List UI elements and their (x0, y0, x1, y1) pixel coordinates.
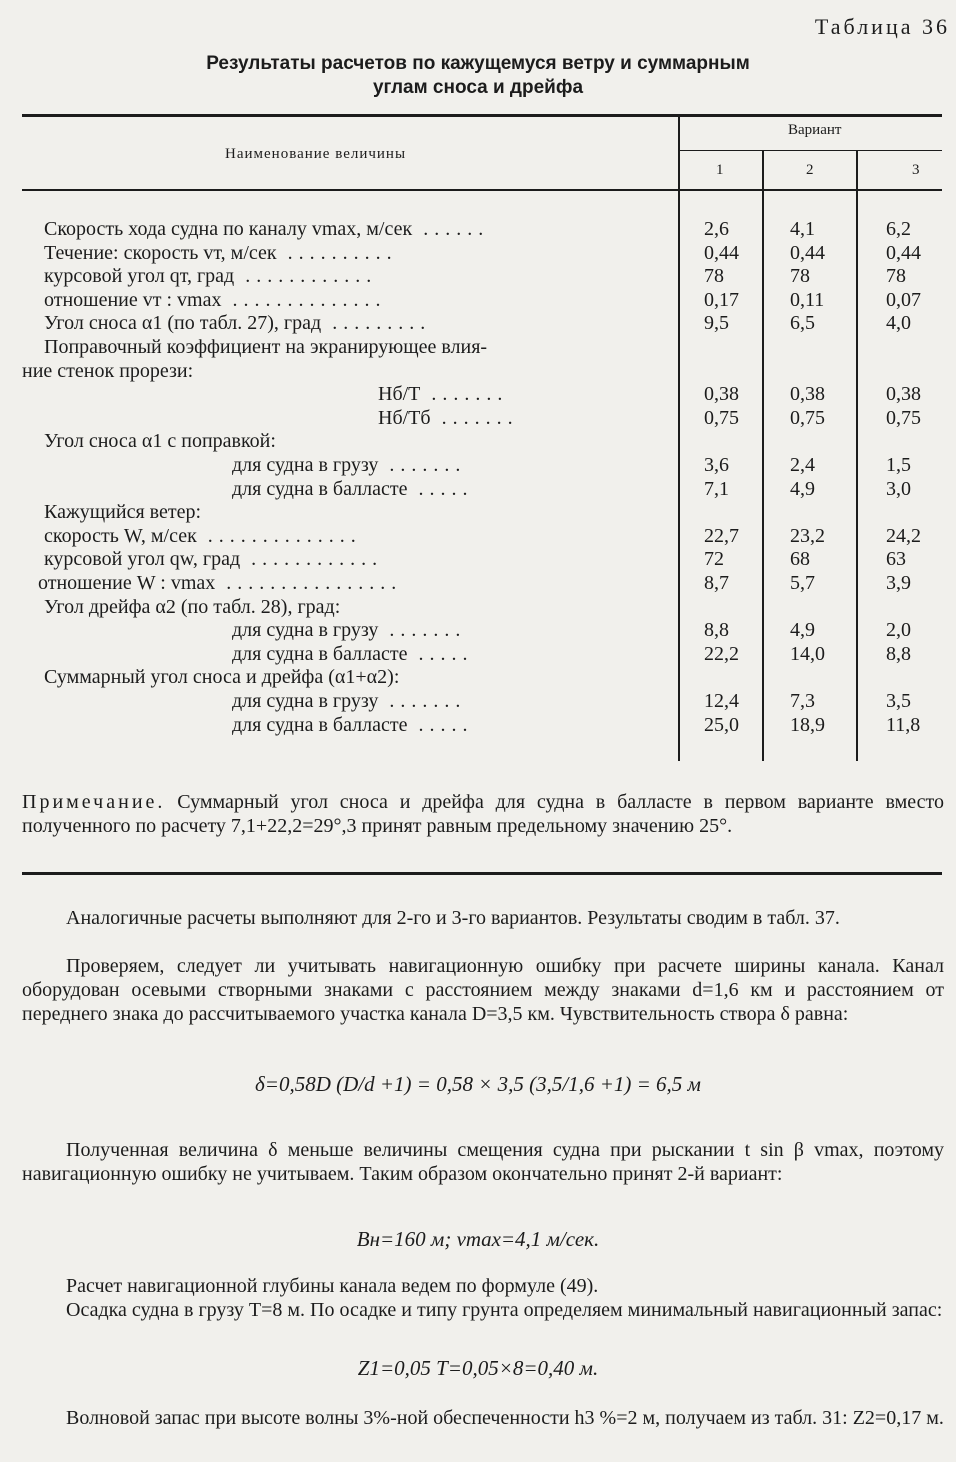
header-col-3: 3 (912, 162, 920, 178)
value-variant-2: 0,44 (790, 241, 825, 264)
value-variant-2: 5,7 (790, 572, 815, 594)
row-label-text: Кажущийся ветер: (44, 501, 202, 524)
table-bottom-rule (22, 872, 942, 875)
header-name-col: Наименование величины (225, 146, 407, 162)
value-variant-3: 8,8 (886, 642, 911, 665)
table-row (0, 217, 956, 241)
row-label (44, 500, 664, 524)
value-variant-3: 3,5 (886, 690, 911, 712)
row-label (378, 406, 664, 430)
value-variant-2: 6,5 (790, 312, 815, 335)
value-variant-2: 4,9 (790, 477, 815, 500)
title-line-1: Результаты расчетов по кажущемуся ветру и суммарным (206, 53, 750, 74)
table-row (0, 689, 956, 713)
value-variant-2: 7,3 (790, 690, 815, 712)
row-label (232, 453, 664, 477)
table-row (0, 524, 956, 548)
table-row (0, 571, 956, 595)
leader-dots: ............ (240, 548, 384, 571)
value-variant-2: 0,11 (790, 288, 825, 311)
value-variant-3: 3,9 (886, 572, 911, 594)
value-variant-2: 0,38 (790, 383, 825, 406)
leader-dots: ....... (378, 454, 467, 476)
row-label (232, 713, 664, 737)
table-row (0, 453, 956, 477)
value-variant-1: 25,0 (704, 713, 739, 736)
leader-dots: ....... (378, 619, 467, 642)
paragraph-4 (22, 1274, 944, 1298)
value-variant-3: 4,0 (886, 312, 911, 335)
row-label-text: Поправочный коэффициент на экранирующее влия- (44, 336, 488, 358)
paragraph-6-text: Волновой запас при высоте волны 3%-ной обеспеченности h3 %=2 м, получаем из табл. 31: Z2=0,17 м. (66, 1407, 944, 1429)
leader-dots: ..... (407, 713, 474, 736)
table-row (0, 713, 956, 737)
row-label-text: Суммарный угол сноса и дрейфа (α1+α2): (44, 666, 400, 689)
row-label (44, 311, 664, 335)
table-row (0, 618, 956, 642)
value-variant-3: 0,07 (886, 288, 921, 311)
table-row (0, 477, 956, 501)
row-label (22, 359, 664, 383)
table-title (0, 52, 956, 100)
value-variant-1: 0,75 (704, 406, 739, 429)
paragraph-1-text: Аналогичные расчеты выполняют для 2-го и 3-го вариантов. Результаты сводим в табл. 37. (66, 907, 840, 929)
value-variant-1: 12,4 (704, 690, 739, 712)
leader-dots: .......... (276, 241, 398, 264)
paragraph-3-text: Полученная величина δ меньше величины смещения судна при рыскании t sin β vmax, поэтому навигационную ошибку не учитываем. Таким образом окончательно принят 2-й вариант: (22, 1139, 944, 1185)
value-variant-1: 9,5 (704, 312, 729, 335)
value-variant-2: 68 (790, 548, 810, 571)
table-row (0, 335, 956, 359)
paragraph-6 (22, 1406, 944, 1430)
row-label-text: отношение vт : vmax (44, 288, 222, 311)
value-variant-1: 0,44 (704, 241, 739, 264)
leader-dots: ..... (407, 477, 474, 500)
value-variant-1: 72 (704, 548, 724, 571)
value-variant-3: 6,2 (886, 218, 911, 240)
row-label (44, 595, 664, 619)
row-label-text: Течение: скорость vт, м/сек (44, 241, 277, 264)
paragraph-5 (22, 1298, 944, 1322)
row-label (378, 382, 664, 406)
row-label (44, 288, 664, 312)
table-row (0, 359, 956, 383)
row-label-text: Hб/T (378, 383, 421, 406)
value-variant-1: 0,17 (704, 288, 739, 311)
table-row (0, 547, 956, 571)
header-variant: Вариант (788, 122, 842, 138)
row-label (44, 547, 664, 571)
value-variant-2: 2,4 (790, 454, 815, 476)
table-row (0, 311, 956, 335)
paragraph-2 (22, 954, 944, 1026)
row-label (232, 689, 664, 713)
value-variant-3: 0,75 (886, 406, 921, 429)
row-label-text: для судна в балласте (232, 713, 408, 736)
value-variant-2: 18,9 (790, 713, 825, 736)
value-variant-2: 23,2 (790, 524, 825, 547)
value-variant-1: 8,7 (704, 572, 729, 594)
value-variant-3: 0,44 (886, 241, 921, 264)
row-label-text: для судна в грузу (232, 454, 379, 476)
value-variant-1: 22,2 (704, 642, 739, 665)
formula-z1: Z1=0,05 T=0,05×8=0,40 м. (357, 1356, 599, 1380)
value-variant-1: 7,1 (704, 477, 729, 500)
leader-dots: ..... (407, 642, 474, 665)
paragraph-2-text: Проверяем, следует ли учитывать навигационную ошибку при расчете ширины канала. Канал оборудован осевыми створными знаками с расстоянием между знаками d=1,6 км и расстоянием от переднего знака до рассчитываемого участка канала D=3,5 км. Чувствительность створа δ равна: (22, 955, 944, 1025)
value-variant-2: 4,9 (790, 619, 815, 642)
value-variant-1: 2,6 (704, 218, 729, 240)
variant-rule (680, 150, 942, 151)
table-row (0, 288, 956, 312)
row-label-text: курсовой угол qw, град (44, 548, 241, 571)
row-label (232, 477, 664, 501)
value-variant-1: 3,6 (704, 454, 729, 476)
row-label-text: для судна в грузу (232, 619, 379, 642)
value-variant-3: 63 (886, 548, 906, 571)
table-row (0, 500, 956, 524)
value-variant-3: 11,8 (886, 713, 921, 736)
paragraph-3 (22, 1138, 944, 1186)
row-label (44, 264, 664, 288)
table-top-rule (22, 114, 942, 117)
formula-width: Bн=160 м; vmax=4,1 м/сек. (356, 1227, 600, 1251)
table-label: Таблица 36 (814, 14, 950, 39)
title-line-2: углам сноса и дрейфа (372, 77, 584, 98)
table-row (0, 595, 956, 619)
leader-dots: ....... (430, 406, 519, 429)
value-variant-1: 0,38 (704, 383, 739, 406)
value-variant-2: 0,75 (790, 406, 825, 429)
row-label-text: Угол дрейфа α2 (по табл. 28), град: (44, 595, 341, 618)
row-label-text: Hб/Tб (378, 406, 431, 429)
value-variant-1: 78 (704, 265, 724, 288)
header-col-1: 1 (716, 162, 724, 178)
note-text: Суммарный угол сноса и дрейфа для судна в балласте в первом варианте вместо полученного по расчету 7,1+22,2=29°,3 принят равным предельному значению 25°. (22, 791, 945, 837)
formula-delta: δ=0,58D (D/d +1) = 0,58 × 3,5 (3,5/1,6 +1) = 6,5 м (255, 1072, 701, 1096)
row-label (232, 618, 664, 642)
paragraph-1 (22, 906, 944, 930)
leader-dots: ....... (378, 690, 467, 712)
table-row (0, 665, 956, 689)
table-row (0, 642, 956, 666)
row-label (44, 217, 664, 241)
row-label (44, 241, 664, 265)
table-note (22, 790, 944, 838)
value-variant-3: 78 (886, 265, 906, 288)
leader-dots: ...... (412, 218, 490, 240)
leader-dots: ............ (234, 265, 378, 288)
row-label (232, 642, 664, 666)
leader-dots: ......... (321, 312, 432, 335)
leader-dots: ....... (420, 383, 509, 406)
row-label (38, 571, 664, 595)
row-label (44, 335, 664, 359)
value-variant-3: 2,0 (886, 619, 911, 642)
table-row (0, 264, 956, 288)
row-label-text: Скорость хода судна по каналу vmax, м/сек (44, 218, 413, 240)
row-label-text: курсовой угол qт, град (44, 265, 235, 288)
value-variant-3: 0,38 (886, 383, 921, 406)
row-label-text: отношение W : vmax (38, 572, 216, 594)
row-label-text: для судна в балласте (232, 642, 408, 665)
row-label-text: для судна в балласте (232, 477, 408, 500)
value-variant-2: 14,0 (790, 642, 825, 665)
leader-dots: ................ (215, 572, 403, 594)
value-variant-2: 78 (790, 265, 810, 288)
leader-dots: .............. (196, 524, 362, 547)
row-label (44, 524, 664, 548)
paragraph-5-text: Осадка судна в грузу T=8 м. По осадке и типу грунта определяем минимальный навигационный запас: (66, 1299, 943, 1321)
table-header-rule (22, 189, 942, 191)
leader-dots: .............. (221, 288, 387, 311)
value-variant-3: 24,2 (886, 524, 921, 547)
row-label-text: Угол сноса α1 с поправкой: (44, 430, 276, 453)
value-variant-1: 22,7 (704, 524, 739, 547)
value-variant-3: 1,5 (886, 454, 911, 476)
table-row (0, 382, 956, 406)
value-variant-2: 4,1 (790, 218, 815, 240)
note-head: Примечание. (22, 791, 166, 813)
table-row (0, 429, 956, 453)
row-label-text: скорость W, м/сек (44, 524, 197, 547)
table-row (0, 241, 956, 265)
value-variant-3: 3,0 (886, 477, 911, 500)
row-label-text: для судна в грузу (232, 690, 379, 712)
paragraph-4-text: Расчет навигационной глубины канала ведем по формуле (49). (66, 1275, 599, 1297)
value-variant-1: 8,8 (704, 619, 729, 642)
table-row (0, 406, 956, 430)
row-label-text: ние стенок прорези: (22, 359, 194, 382)
header-col-2: 2 (806, 162, 814, 178)
row-label (44, 665, 664, 689)
row-label-text: Угол сноса α1 (по табл. 27), град (44, 312, 322, 335)
row-label (44, 429, 664, 453)
